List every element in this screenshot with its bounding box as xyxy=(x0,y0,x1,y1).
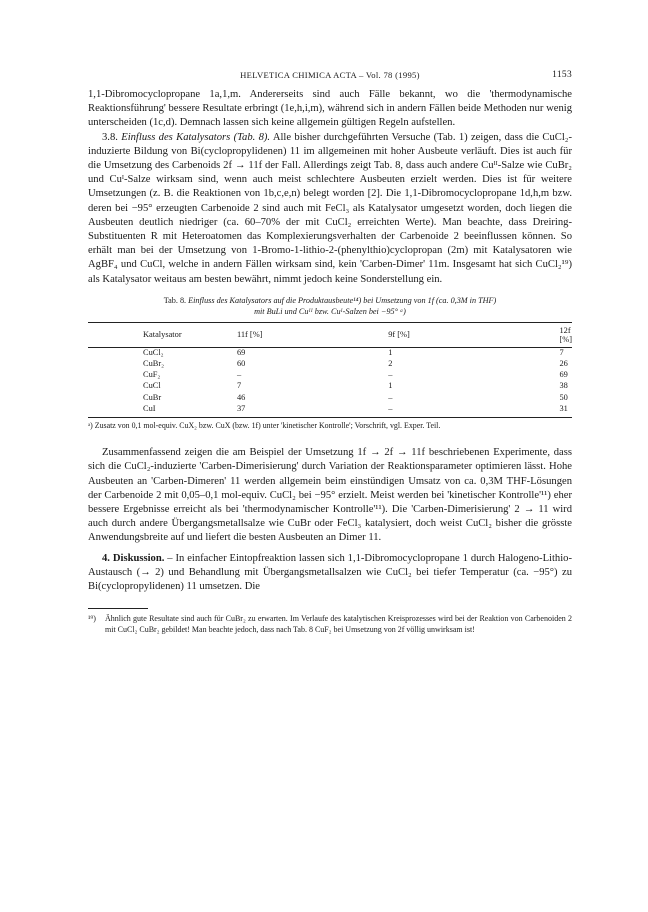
col-header-12f: 12f [%] xyxy=(499,322,572,347)
cell-12f: 38 xyxy=(559,381,568,391)
table-caption-line2: mit BuLi und Cuᴵᴵ bzw. Cuᴵ-Salzen bei −95° ᵃ) xyxy=(254,306,406,316)
footnote-text: Ähnlich gute Resultate sind auch für CuBr₂ zu erwarten. Im Verlaufe des katalytischen Kreisprozesses wird bei der Reaktion von Carbenoiden 2 mit CuCl₂ CuBr₂ gebildet! Man beachte jedoch, dass nach Tab. 8 CuF₂ bei Umsetzung von 2f völlig unwirksam ist! xyxy=(105,614,572,635)
cell-catalyst: CuCl₂ xyxy=(143,348,164,358)
table-caption-line1: Einfluss des Katalysators auf die Produktausbeute¹⁴) bei Umsetzung von 1f (ca. 0,3M in THF) xyxy=(188,295,497,305)
cell-catalyst: CuCl xyxy=(143,381,161,391)
cell-catalyst: CuI xyxy=(143,403,156,413)
cell-9f: 2 xyxy=(388,359,393,369)
table-row xyxy=(88,381,572,392)
cell-12f: 69 xyxy=(559,370,568,380)
cell-12f: 26 xyxy=(559,359,568,369)
paragraph-catalyst-body: Alle bisher durchgeführten Versuche (Tab. 1) zeigen, dass die CuCl₂-induzierte Bildung von Bi(cyclopropylidenen) 11 im allgemeinen mit hoher Ausbeute verläuft. Dies ist auch für die Umsetzung des Carbenoids 2f → 11f der Fall. Allerdings zeigt Tab. 8, dass auch andere Cuᴵᴵ-Salze wie CuBr₂ und Cuᴵ-Salze wirksam sind, wenn auch meist schlechtere Ausbeuten erzielt werden. Dies ist für weitere Umsetzungen (z. B. die Reaktionen von 1b,c,e,n) belegt worden [2]. Die 1,1-Dibromocyclopropane 1d,h,m bzw. deren bei −95° erzeugten Carbenoide 2 sind auch mit FeCl₃ als Katalysator umgesetzt worden, doch liegen die Ausbeuten deutlich niedriger (ca. 60–70% der mit CuCl₂ erreichten Werte). Man beachte, dass Dreiring-Substituenten R mit Heteroatomen das Komplexierungsverhalten der Carbenoide 2 beeinflussen können. So erhält man bei der Umsetzung von 1-Bromo-1-lithio-2-(phenylthio)cyclopropan (2m) mit Katalysatoren wie AgBF₄ und CuCl, welche in andern Fällen wirksam sind, kein 'Carben-Dimer' 11m. Insgesamt hat sich CuCl₂¹⁹) als Katalysator weitaus am besten bewährt, nimmt jedoch keine Sonderstellung ein. xyxy=(88,131,572,285)
cell-catalyst: CuBr₂ xyxy=(143,359,165,369)
cell-9f: – xyxy=(388,403,393,413)
cell-9f: 1 xyxy=(388,381,393,391)
cell-11f: 69 xyxy=(236,348,246,358)
col-header-11f: 11f [%] xyxy=(227,322,348,347)
col-header-9f: 9f [%] xyxy=(348,322,499,347)
cell-9f: – xyxy=(388,392,393,402)
table-label: Tab. 8. xyxy=(163,295,187,305)
paragraph-summary: Zusammenfassend zeigen die am Beispiel der Umsetzung 1f → 2f → 11f beschriebenen Experimente, dass sich die CuCl₂-induzierte 'Carben-Dimerisierung' durch Variation der Reaktionsparameter optimieren lässt. Hohe Ausbeuten an 'Carben-Dimeren' 11 werden allgemein beim einstündigen Umsatz von ca. 0,3M THF-Lösungen der Carbenoide 2 mit 0,05–0,1 mol-equiv. CuCl₂ bei −95° erzielt. Meist werden bei 'kinetischer Kontrolle'¹¹) eher bessere Ergebnisse erreicht als bei 'thermodynamischer Kontrolle'¹¹). Die 'Carben-Dimerisierung' 2 → 11 wird auch durch andere Übergangsmetallsalze wie CuBr oder FeCl₃ katalysiert, doch weist CuCl₂ bisher die grösste Anwendungsbreite auf und liefert die besten Ausbeuten an Dimer 11. xyxy=(88,447,572,544)
table-footnote: ᵃ) Zusatz von 0,1 mol-equiv. CuX₂ bzw. CuX (bzw. 1f) unter 'kinetischer Kontrolle'; Vorschrift, vgl. Exper. Teil. xyxy=(88,417,572,431)
cell-11f: 60 xyxy=(236,359,246,369)
table-row xyxy=(88,347,572,359)
footnote-marker: ¹⁹) xyxy=(88,614,96,624)
cell-catalyst: CuBr xyxy=(143,392,162,402)
section-heading-catalyst: Einfluss des Katalysators (Tab. 8). xyxy=(121,131,271,143)
cell-11f: 37 xyxy=(236,403,246,413)
catalyst-table xyxy=(88,322,572,417)
cell-catalyst: CuF₂ xyxy=(143,370,161,380)
table-caption xyxy=(88,295,572,317)
running-header xyxy=(88,70,572,88)
cell-11f: – xyxy=(236,370,242,380)
table-row xyxy=(88,359,572,370)
cell-9f: – xyxy=(388,370,393,380)
table-row xyxy=(88,370,572,381)
section-number: 3.8. xyxy=(102,131,122,143)
paper-page xyxy=(88,70,572,635)
cell-12f: 7 xyxy=(559,348,564,358)
paragraph-discussion-body: – In einfacher Eintopfreaktion lassen sich 1,1-Dibromocyclopropane 1 durch Halogeno-Lithio-Austausch (→ 2) und Behandlung mit Übergangsmetallsalzen wie CuCl₂ bei tiefer Temperatur (ca. −95°) zu Bi(cyclopropylidenen) 11 umsetzen. Die xyxy=(88,552,572,592)
table-row xyxy=(88,403,572,417)
cell-12f: 31 xyxy=(559,403,568,413)
table-header-row xyxy=(88,322,572,347)
cell-12f: 50 xyxy=(559,392,568,402)
cell-9f: 1 xyxy=(388,348,393,358)
page-number: 1153 xyxy=(552,70,572,80)
paragraph-continuation: 1,1-Dibromocyclopropane 1a,1,m. Andererseits sind auch Fälle bekannt, wo die 'thermodynamische Reaktionsführung' bessere Resultate erbringt (1e,h,i,m), während sich in andern Fällen beide Methoden nur wenig unterscheiden (1c,d). Demnach lassen sich keine allgemein gültigen Regeln aufstellen. xyxy=(88,89,572,129)
table-row xyxy=(88,392,572,403)
journal-title: HELVETICA CHIMICA ACTA – Vol. 78 (1995) xyxy=(240,70,420,80)
footnote-divider xyxy=(88,608,148,609)
section-heading-discussion: 4. Diskussion. xyxy=(102,552,165,564)
col-header-catalyst: Katalysator xyxy=(88,322,227,347)
paragraph-discussion xyxy=(88,552,572,595)
cell-11f: 7 xyxy=(236,381,242,391)
paragraph-catalyst-influence xyxy=(88,131,572,287)
cell-11f: 46 xyxy=(236,392,246,402)
footnote-19 xyxy=(88,613,572,635)
